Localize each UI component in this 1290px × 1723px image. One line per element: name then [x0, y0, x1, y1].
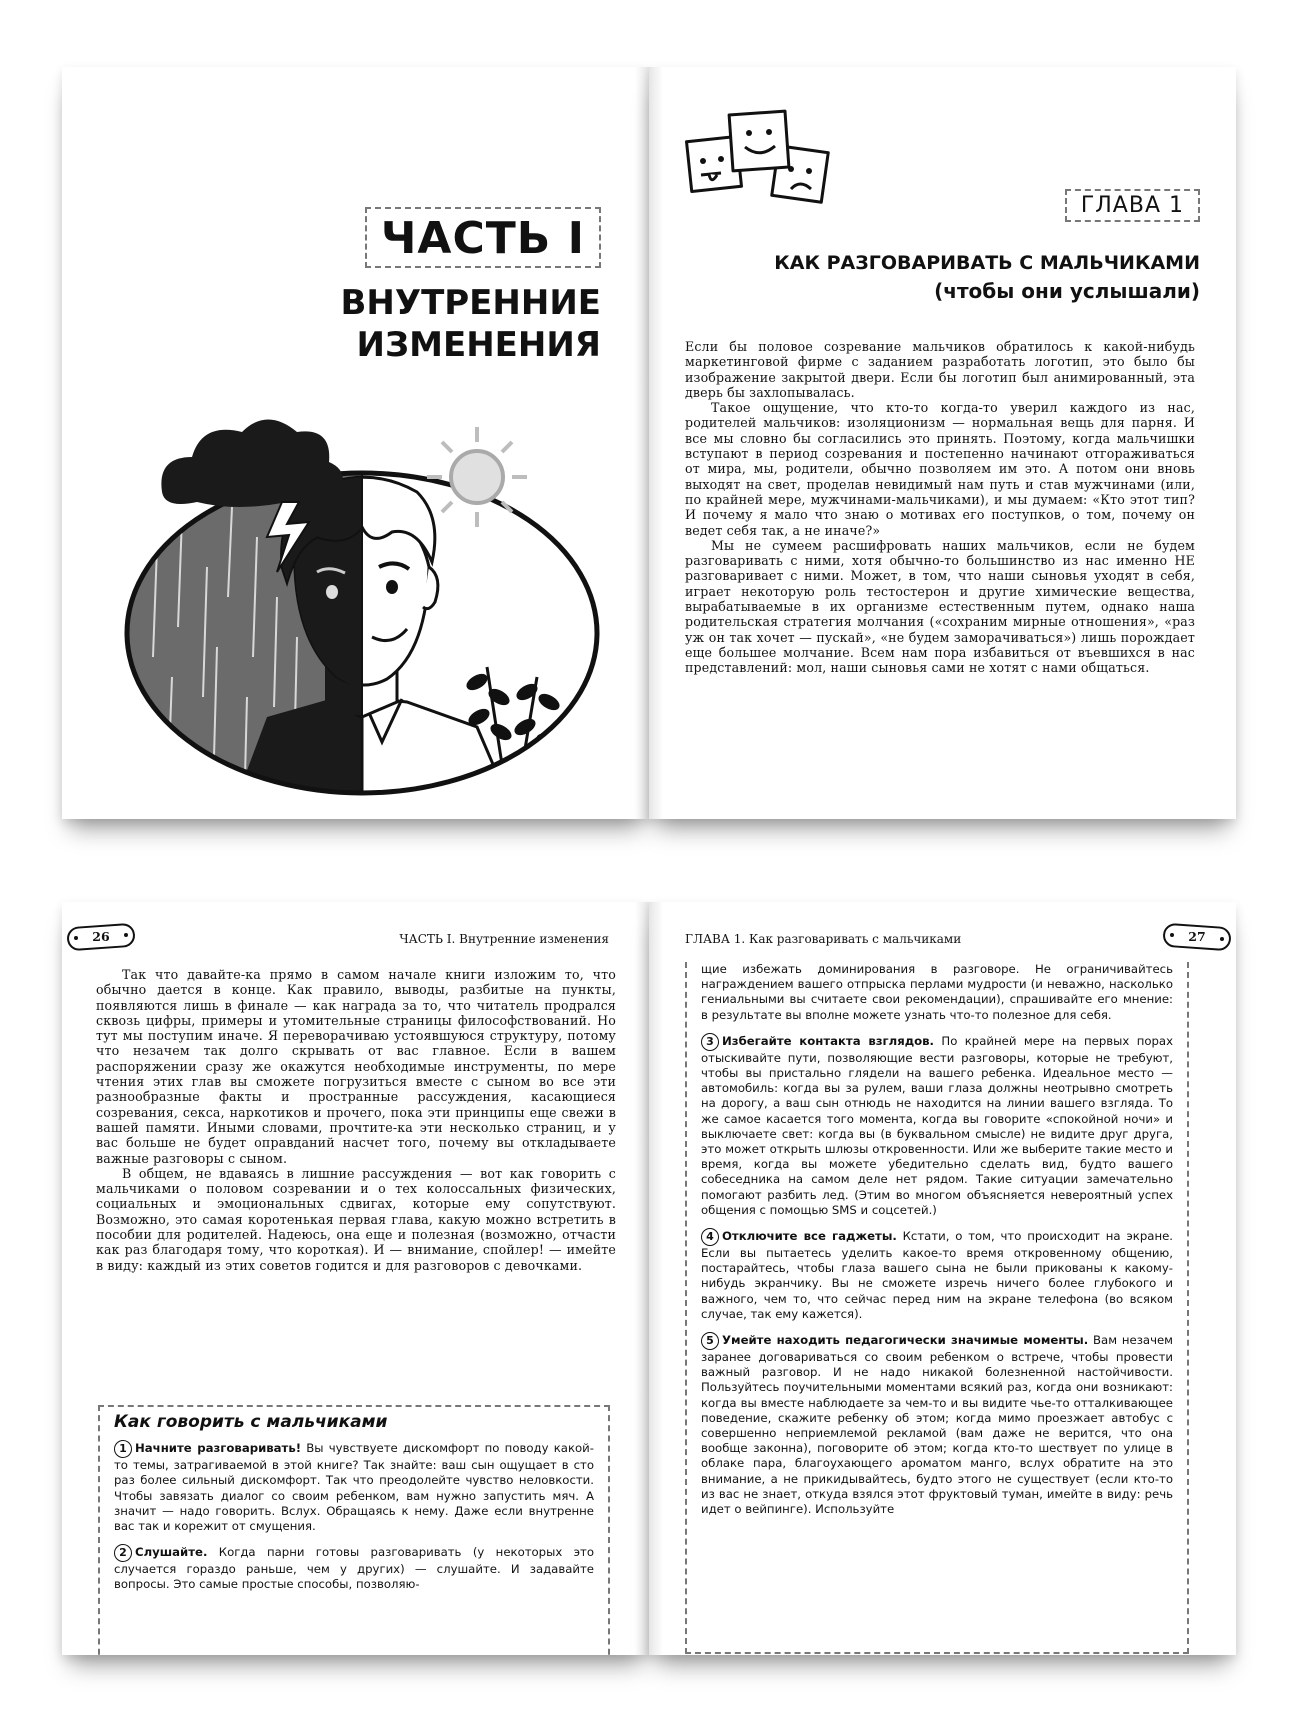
part-label: ЧАСТЬ I [365, 207, 601, 268]
tip-text: По крайней мере на первых порах отыскивайте пути, позволяющие вести разговоры, которые не требуют, чтобы вы пристально глядели на вашего ребенка. Идеальное место — автомобиль: когда вы за рулем, ваши глаза должны неотрывно смотреть на дорогу, а ваш сын отнюдь не находится на линии вашего взгляда. То же самое касается того момента, когда вы говорите «спокойной ночи» и выключаете свет: когда вы (в буквальном смысле) не видите друг друга, это может открыть шлюзы откровенности. Или же выберите такие место и время, когда вы можете убедительно сделать вид, будто вашего собеседника на самом деле нет рядом. Такие ситуации замечательно помогают разбить лед. (Этим во многом объясняется невероятный успех общения с помощью SMS и соцсетей.) [701, 1033, 1174, 1217]
part-title-line: ИЗМЕНЕНИЯ [356, 325, 601, 365]
tip-number: 5 [701, 1332, 719, 1350]
tip-number: 2 [114, 1544, 132, 1562]
page-chapter-opening [649, 67, 1236, 819]
page-spine-shadow [635, 67, 649, 819]
tips-sidebar-continued [685, 962, 1189, 1654]
tip-text: Когда парни готовы разговаривать (у некоторых это случается гораздо раньше, чем у других) — слушайте. И задавайте вопросы. Это самые простые способы, позволяю- [114, 1545, 594, 1592]
page-spine-shadow [649, 902, 663, 1655]
tip-number: 4 [701, 1228, 719, 1246]
tip-heading: Отключите все гаджеты. [722, 1229, 897, 1244]
chapter-title-line: КАК РАЗГОВАРИВАТЬ С МАЛЬЧИКАМИ [774, 252, 1200, 274]
chapter-subtitle: (чтобы они услышали) [934, 279, 1200, 303]
part-title [340, 282, 601, 366]
face-sticky-notes-icon [685, 109, 835, 209]
tip-item [114, 1440, 594, 1534]
tip-text: Вы чувствуете дискомфорт по поводу какой-то темы, затрагиваемой в этой книге? Так знайте: ваш сын ощущает в сто раз более сильный дискомфорт. Так что преодолейте чувство неловкости. Чтобы завязать диалог со своим ребенком, вам нужно запустить мяч. А значит — надо говорить. Вслух. Обращаясь к нему. Даже если внутренне вас так и корежит от смущения. [114, 1441, 594, 1534]
game-console-page-badge-icon [66, 922, 136, 952]
tip-number: 1 [114, 1440, 132, 1458]
page-part-title [62, 67, 649, 819]
running-head: ЧАСТЬ I. Внутренние изменения [399, 932, 609, 946]
page-spine-shadow [635, 902, 649, 1655]
paragraph: Если бы половое созревание мальчиков обратилось к какой-нибудь маркетинговой фирме с заданием разработать логотип, это было бы изображение закрытой двери. Если бы логотип был анимированный, эта дверь бы захлопывалась. [685, 339, 1195, 400]
tip-heading: Начните разговаривать! [135, 1441, 302, 1456]
sun-icon [427, 427, 527, 527]
tip-heading: Умейте находить педагогически значимые моменты. [722, 1333, 1089, 1348]
chapter-body-text [685, 339, 1195, 676]
paragraph: Так что давайте-ка прямо в самом начале книги изложим то, что обычно дается в конце. Как правило, выводы, разбитые на пункты, появляются лишь в финале — как награда за то, что читатель продрался сквозь цифры, примеры и утомительные страницы философствований. Но тут мы поступим иначе. Я переворачиваю устоявшуюся структуру, потому что незачем так долго скрывать от вас главное. Если в вашем распоряжении сразу же окажутся необходимые инструменты, по мере чтения этих глав вы сможете погрузиться вместе с сыном во все эти разнообразные факты и пространные рассуждения, касающиеся созревания, секса, наркотиков и прочего, пока эти принципы еще свежи в вашей памяти. Иными словами, прочтите-ка эти несколько страниц, и у вас больше не будет оправданий насчет того, почему вы откладываете важные разговоры с сыном. [96, 967, 616, 1166]
page-number: 26 [92, 929, 110, 944]
tip-number: 3 [701, 1033, 719, 1051]
paragraph: Мы не сумеем расшифровать наших мальчиков, если не будем разговаривать с ними, хотя обычно-то большинство из нас именно НЕ разговаривает с ними. Может, в том, что наши сыновья уходят в себя, играет некоторую роль тестостерон и другие химические вещества, вырабатываемые в их организме естественным путем, однако наша родительская стратегия молчания («сохраним мирные отношения», «раз уж он так хочет — пускай», «не будем заморачиваться») лишь порождает еще большее молчание. Всем нам пора избавиться от въевшихся в нас представлений: мол, наши сыновья сами не хотят с нами общаться. [685, 537, 1195, 676]
chapter-title [774, 249, 1200, 305]
running-head: ГЛАВА 1. Как разговаривать с мальчиками [685, 932, 962, 946]
page-27 [649, 902, 1236, 1655]
paragraph: Такое ощущение, что кто-то когда-то уверил каждого из нас, родителей мальчиков: изоляционизм — нормальная вещь для парня. И все мы словно бы согласились это принять. Поэтому, когда мальчишки вступают в период созревания и постепенно начинают отгораживаться от мира, мы, родители, обычно позволяем им это. А потом они вновь выходят на свет, проделав невидимый нам путь и став мужчинами (или, по крайней мере, мужчинами-мальчиками), и мы думаем: «Кто этот тип? И почему я мало что знаю о мотивах его поступков, о том, почему он ведет себя так, а не иначе?» [685, 400, 1195, 538]
tip-heading: Слушайте. [135, 1545, 208, 1560]
tip-item [701, 1332, 1173, 1517]
tip-heading: Избегайте контакта взглядов. [722, 1033, 935, 1048]
part-title-line: ВНУТРЕННИЕ [340, 283, 601, 323]
page-spine-shadow [649, 67, 663, 819]
chapter-label: ГЛАВА 1 [1065, 189, 1200, 222]
game-console-page-badge-icon [1162, 922, 1232, 952]
tip-text: Кстати, о том, что происходит на экране. Если вы пытаетесь уделить какое-то время откровенному общению, постарайтесь, чтобы глаза вашего сына не были прикованы к какому-нибудь экранчику. Вы не сможете изречь ничего более глубокого и важного, чем то, что сейчас перед ним на экране телефона (во всяком случае, так ему кажется). [701, 1229, 1173, 1321]
sidebar-title: Как говорить с мальчиками [114, 1412, 388, 1432]
body-text [96, 967, 616, 1273]
boy-rain-sun-illustration [117, 397, 607, 797]
tip-item [114, 1544, 594, 1592]
tip-item [701, 1228, 1173, 1322]
tip-item [701, 1033, 1173, 1218]
paragraph: В общем, не вдаваясь в лишние рассуждения — вот как говорить с мальчиками о половом созревании и о тех колоссальных физических, социальных и эмоциональных сдвигах, которые ему сопутствуют. Возможно, это самая коротенькая первая глава, какую можно встретить в пособии для родителей. Надеюсь, она еще и полезная (возможно, отчасти как раз благодаря тому, что короткая). И — внимание, спойлер! — имейте в виду: каждый из этих советов годится и для разговоров с девочками. [96, 1165, 616, 1273]
tips-sidebar [98, 1405, 610, 1655]
tip-text: Вам незачем заранее договариваться со своим ребенком о встрече, чтобы провести важный разговор. И не надо никакой болезненной настойчивости. Пользуйтесь поучительными моментами всякий раз, когда они возникают: когда вы вместе наблюдаете за чем-то и вы видите чье-то отталкивающее поведение, скажите ребенку об этом; когда мимо проезжает автобус с совершенно неприемлемой рекламой (вам даже не верится, что она вообще законна), поговорите об этом; когда кто-то шествует по улице в облаке пара, благоухающего ароматом манго, вслух обратите на это внимание, а не прикидывайтесь, будто этого не существует (если кто-то из вас не знает, откуда взялся этот фруктовый туман, имейте в виду: речь идет о вейпинге). Используйте [701, 1333, 1173, 1517]
page-number: 27 [1188, 929, 1206, 944]
sidebar-continued-text: щие избежать доминирования в разговоре. Не ограничивайтесь награждением вашего отпрыска перлами мудрости (и неважно, насколько гениальными вы считаете свои рекомендации), спрашивайте его мнение: в результате вы вполне можете узнать что-то полезное для себя. [701, 962, 1173, 1022]
page-26 [62, 902, 649, 1655]
